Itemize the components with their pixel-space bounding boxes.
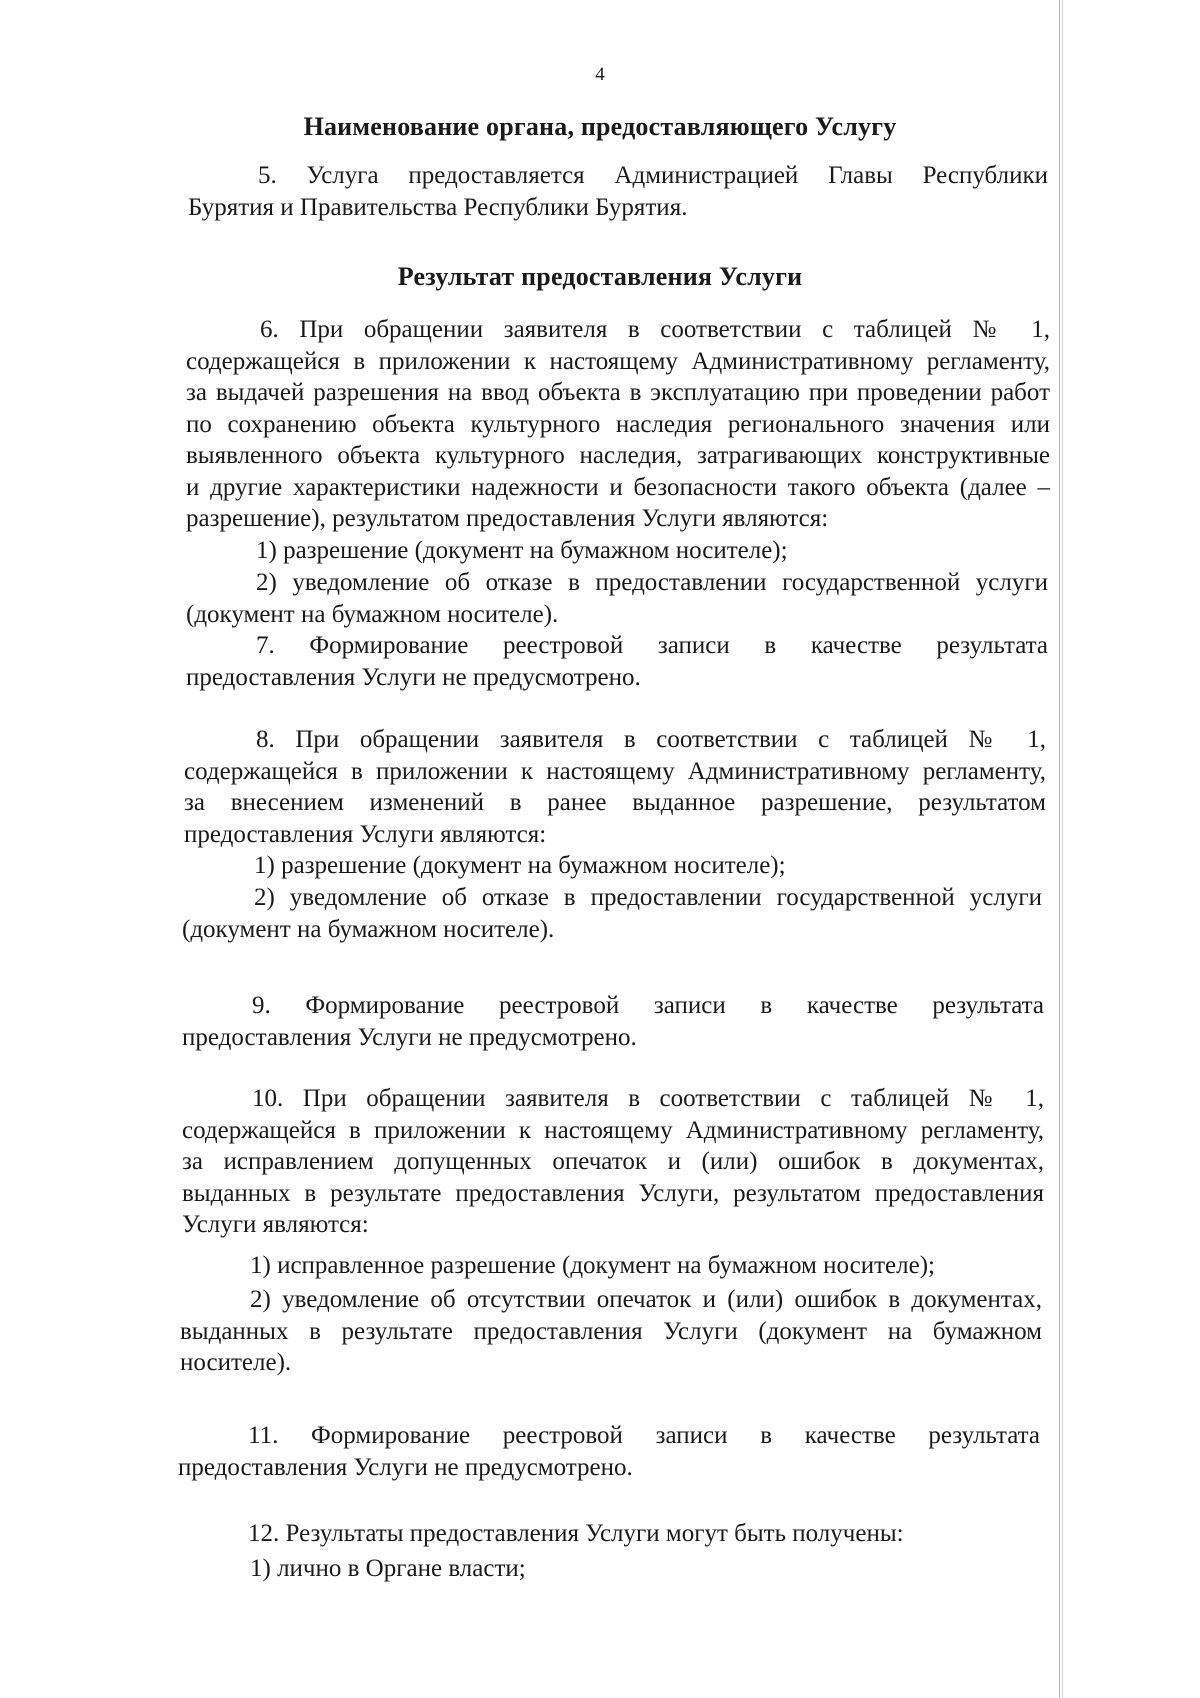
paragraph-line: 6. При обращении заявителя в соответствии с таблицей № 1, (260, 316, 1050, 343)
paragraph-6-item-1 (256, 535, 1046, 567)
paragraph-line: за выдачей разрешения на ввод объекта в эксплуатацию при проведении работ (186, 379, 1050, 406)
paragraph-line: (документ на бумажном носителе). (182, 915, 555, 943)
paragraph-5 (188, 160, 1048, 223)
paragraph-line: Бурятия и Правительства Республики Бурятия. (188, 193, 688, 221)
heading-result: Результат предоставления Услуги (397, 262, 803, 291)
paragraph-line: разрешение), результатом предоставления Услуги являются: (186, 505, 829, 532)
paragraph-line: выданных в результате предоставления Услуги (документ на бумажном (180, 1317, 1042, 1345)
paragraph-line: 7. Формирование реестровой записи в качестве результата (256, 632, 1048, 659)
paragraph-6-item-2 (186, 567, 1048, 630)
paragraph-9 (182, 990, 1044, 1053)
paragraph-line: 1) разрешение (документ на бумажном носителе); (256, 537, 788, 564)
scan-edge-line-secondary (1062, 0, 1063, 1698)
paragraph-7 (186, 630, 1048, 693)
paragraph-line: предоставления Услуги не предусмотрено. (186, 663, 641, 691)
paragraph-line: за внесением изменений в ранее выданное разрешение, результатом (184, 789, 1046, 816)
page-number: 4 (595, 64, 605, 85)
paragraph-line: 11. Формирование реестровой записи в качестве результата (248, 1422, 1040, 1449)
paragraph-line: 1) разрешение (документ на бумажном носителе); (254, 852, 786, 879)
paragraph-line: предоставления Услуги не предусмотрено. (178, 1453, 633, 1481)
paragraph-12 (248, 1518, 1038, 1550)
paragraph-line: 1) лично в Органе власти; (250, 1555, 526, 1582)
paragraph-line: предоставления Услуги не предусмотрено. (182, 1023, 637, 1051)
paragraph-line: Услуги являются: (182, 1211, 369, 1238)
scan-edge-line (1059, 0, 1060, 1698)
paragraph-line: 5. Услуга предоставляется Администрацией Главы Республики (258, 162, 1048, 189)
paragraph-6 (186, 314, 1050, 535)
paragraph-line: 9. Формирование реестровой записи в качестве результата (252, 992, 1044, 1019)
paragraph-line: за исправлением допущенных опечаток и (или) ошибок в документах, (182, 1148, 1044, 1175)
paragraph-10 (182, 1083, 1044, 1241)
paragraph-line: 1) исправленное разрешение (документ на бумажном носителе); (250, 1252, 935, 1279)
paragraph-line: 12. Результаты предоставления Услуги могут быть получены: (248, 1520, 904, 1547)
paragraph-12-item-1 (250, 1553, 1040, 1585)
paragraph-8 (184, 724, 1046, 850)
paragraph-line: содержащейся в приложении к настоящему Административному регламенту, (182, 1116, 1044, 1144)
paragraph-line: по сохранению объекта культурного наследия регионального значения или (186, 410, 1050, 438)
heading-authority: Наименование органа, предоставляющего Услугу (303, 112, 897, 141)
paragraph-line: выданных в результате предоставления Услуги, результатом предоставления (182, 1179, 1044, 1207)
paragraph-line: 10. При обращении заявителя в соответствии с таблицей № 1, (252, 1085, 1044, 1112)
paragraph-11 (178, 1420, 1040, 1483)
paragraph-line: выявленного объекта культурного наследия, затрагивающих конструктивные (186, 442, 1050, 469)
paragraph-10-item-2 (180, 1284, 1042, 1379)
paragraph-line: 8. При обращении заявителя в соответствии с таблицей № 1, (256, 726, 1046, 753)
paragraph-line: (документ на бумажном носителе). (186, 600, 559, 628)
paragraph-line: и другие характеристики надежности и безопасности такого объекта (далее – (186, 473, 1050, 501)
paragraph-line: 2) уведомление об отказе в предоставлении государственной услуги (254, 884, 1042, 911)
paragraph-line: содержащейся в приложении к настоящему Административному регламенту, (186, 347, 1050, 375)
paragraph-line: предоставления Услуги являются: (184, 820, 547, 848)
paragraph-line: содержащейся в приложении к настоящему Административному регламенту, (184, 757, 1046, 785)
paragraph-10-item-1 (250, 1250, 1040, 1282)
paragraph-line: 2) уведомление об отсутствии опечаток и (или) ошибок в документах, (250, 1286, 1042, 1313)
paragraph-8-item-1 (254, 850, 1044, 882)
paragraph-line: носителе). (180, 1349, 292, 1376)
paragraph-8-item-2 (182, 882, 1042, 945)
paragraph-line: 2) уведомление об отказе в предоставлении государственной услуги (256, 569, 1048, 596)
